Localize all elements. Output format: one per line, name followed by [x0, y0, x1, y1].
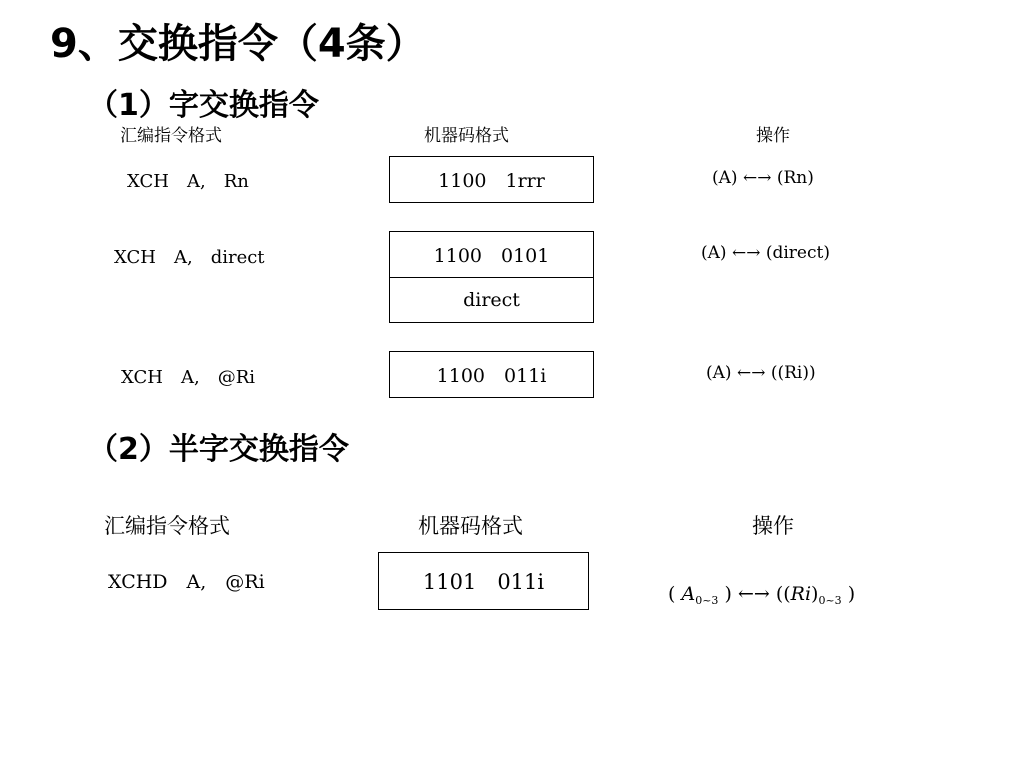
machine-code-xch-ri: 1100 011i [436, 365, 547, 387]
op-xchd-ri: Ri [790, 583, 812, 605]
asm-xch-direct: XCH A, direct [114, 247, 265, 268]
machine-code-xchd-ri: 1101 011i [422, 570, 545, 594]
op-xch-direct: (A) ←→ (direct) [701, 243, 830, 263]
op-xchd-paren-close-2: ) [847, 583, 856, 605]
section1-col-asm: 汇编指令格式 [120, 126, 222, 146]
section1-heading: （1）字交换指令 [88, 88, 319, 123]
machine-code-xch-direct: 1100 0101 [433, 244, 550, 267]
op-xchd-paren-open: ( [668, 583, 676, 605]
section2-col-op: 操作 [752, 514, 794, 538]
section2-col-machine: 机器码格式 [418, 514, 523, 538]
op-xchd-paren-close: ) [724, 583, 732, 605]
page-title: 9、交换指令（4条） [50, 21, 426, 67]
machine-code-box-xch-direct [389, 231, 594, 323]
asm-xch-ri: XCH A, @Ri [121, 367, 255, 388]
section2-heading: （2）半字交换指令 [88, 432, 349, 467]
op-xchd-a-sub: 0~3 [695, 594, 719, 607]
op-xch-rn: (A) ←→ (Rn) [712, 168, 814, 188]
op-xchd-paren-mid: ) [811, 583, 819, 605]
machine-code-box-xch-rn [389, 156, 594, 203]
machine-code-xch-rn: 1100 1rrr [438, 170, 545, 192]
machine-code-xch-direct-operand: direct [390, 277, 593, 323]
op-xchd-paren-open-2: (( [775, 583, 791, 605]
section2-col-asm: 汇编指令格式 [104, 514, 230, 538]
op-xchd-a: A [681, 583, 696, 605]
asm-xchd-ri: XCHD A, @Ri [108, 571, 265, 593]
machine-code-box-xchd-ri [378, 552, 589, 610]
section1-col-op: 操作 [756, 126, 790, 146]
op-xchd-ri [668, 583, 855, 607]
op-xch-ri: (A) ←→ ((Ri)) [706, 363, 816, 383]
section1-col-machine: 机器码格式 [424, 126, 509, 146]
op-xchd-arrow: ←→ [737, 583, 770, 605]
machine-code-box-xch-ri [389, 351, 594, 398]
op-xchd-ri-sub: 0~3 [818, 594, 842, 607]
asm-xch-rn: XCH A, Rn [127, 171, 249, 192]
